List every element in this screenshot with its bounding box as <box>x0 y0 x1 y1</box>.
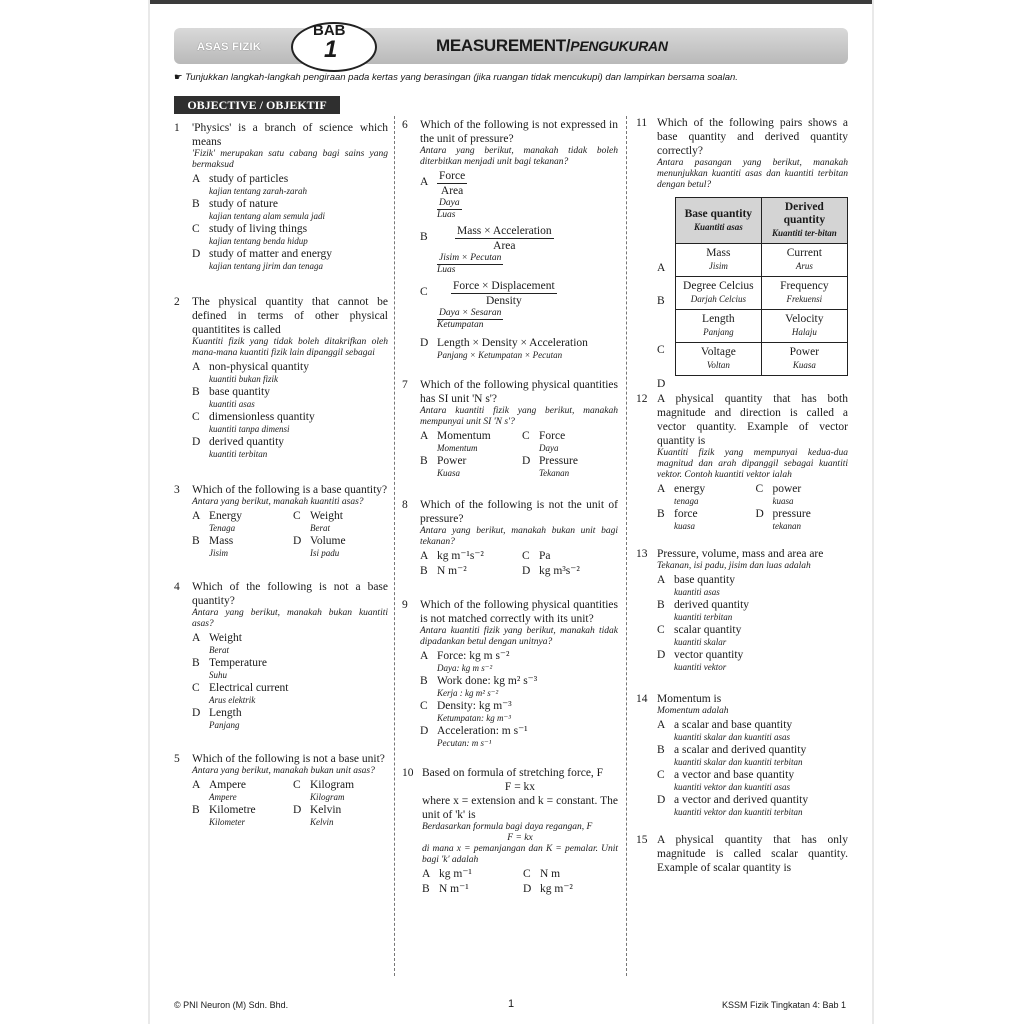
question-number: 6 <box>402 119 408 131</box>
question-text: Which of the following is a base quantity? <box>192 484 388 496</box>
option[interactable]: C Electrical current Arus elektrik <box>192 682 289 705</box>
column-1 <box>174 116 388 827</box>
option[interactable]: B Kilometre Kilometer <box>192 804 256 827</box>
question-text: 'Physics' is a branch of science which means <box>192 122 388 148</box>
row-label: B <box>657 295 665 307</box>
question-9 <box>402 598 618 748</box>
option[interactable]: A study of particles kajian tentang zarah-zarah <box>192 173 307 196</box>
question-text: Pressure, volume, mass and area are <box>657 548 824 560</box>
chapter-title <box>436 36 668 56</box>
footer-course: KSSM Fizik Tingkatan 4: Bab 1 <box>722 1000 847 1010</box>
question-number: 2 <box>174 296 180 308</box>
option[interactable]: B N m⁻¹ <box>422 883 469 895</box>
option[interactable]: D study of matter and energy kajian tentang jirim dan tenaga <box>192 248 333 271</box>
question-text: A physical quantity that has only magnitude is called scalar quantity. Example of scalar quantity is <box>657 834 848 874</box>
option[interactable]: A Force: kg m s⁻² Daya: kg m s⁻² <box>420 650 510 673</box>
option[interactable]: A $\frac{\text{Force}}{\text{Area}}$ $\frac{\text{Daya}}{\text{Luas}}$ <box>420 170 466 220</box>
option[interactable]: D kg m³s⁻² <box>522 565 580 577</box>
table-row[interactable]: Length Panjang Velocity Halaju <box>676 310 848 343</box>
question-number: 1 <box>174 122 180 134</box>
row-label: C <box>657 344 665 356</box>
question-15 <box>636 833 848 875</box>
question-text: Which of the following is not a base quantity? <box>192 581 388 607</box>
option[interactable]: A base quantity kuantiti asas <box>657 574 735 597</box>
option[interactable]: D Acceleration: m s⁻¹ Pecutan: m s⁻¹ <box>420 725 528 748</box>
question-text: Which of the following physical quantities is not matched correctly with its unit? <box>420 599 618 625</box>
question-text-ms: Antara kuantiti fizik yang berikut, manakah mempunyai unit SI 'N s'? <box>420 406 618 427</box>
question-text-ms: Antara yang berikut, manakah bukan kuantiti asas? <box>192 608 388 629</box>
question-11 <box>636 116 848 390</box>
table-header: Base quantity Kuantiti asas <box>676 198 762 244</box>
question-text: Which of the following is not the unit of pressure? <box>420 499 618 525</box>
option[interactable]: C dimensionless quantity kuantiti tanpa dimensi <box>192 411 315 434</box>
question-14 <box>636 692 848 817</box>
question-6 <box>402 118 618 360</box>
option[interactable]: B study of nature kajian tentang alam semula jadi <box>192 198 325 221</box>
question-4 <box>174 580 388 730</box>
question-text-ms: di mana x = pemanjangan dan K = pemalar. Unit bagi 'k' adalah <box>422 844 618 865</box>
chapter-word: BAB <box>313 22 346 39</box>
question-text-ms: Tekanan, isi padu, jisim dan luas adalah <box>657 561 811 571</box>
chapter-number: 1 <box>324 36 338 63</box>
option[interactable]: D derived quantity kuantiti terbitan <box>192 436 285 459</box>
question-number: 11 <box>636 117 648 129</box>
option[interactable]: C Weight Berat <box>293 510 343 533</box>
question-text: Which of the following pairs shows a base quantity and derived quantity correctly? <box>657 117 848 157</box>
option[interactable]: B N m⁻² <box>420 565 467 577</box>
column-2 <box>402 116 618 896</box>
option[interactable]: B base quantity kuantiti asas <box>192 386 270 409</box>
option[interactable]: C Pa <box>522 550 551 562</box>
option[interactable]: C Force Daya <box>522 430 566 453</box>
option[interactable]: A kg m⁻¹s⁻² <box>420 550 484 562</box>
question-text-ms: Momentum adalah <box>657 706 729 716</box>
option[interactable]: A Momentum Momentum <box>420 430 491 453</box>
question-8 <box>402 498 618 578</box>
footer-copyright: © PNI Neuron (M) Sdn. Bhd. <box>174 1000 289 1010</box>
question-text: Which of the following is not expressed in the unit of pressure? <box>420 119 618 145</box>
option[interactable]: D Kelvin Kelvin <box>293 804 342 827</box>
question-12 <box>636 392 848 531</box>
option[interactable]: B derived quantity kuantiti terbitan <box>657 599 750 622</box>
option[interactable]: B a scalar and derived quantity kuantiti skalar dan kuantiti terbitan <box>657 744 807 767</box>
option[interactable]: B Work done: kg m² s⁻³ Kerja : kg m² s⁻² <box>420 675 538 698</box>
option[interactable]: D a vector and derived quantity kuantiti vektor dan kuantiti terbitan <box>657 794 809 817</box>
option[interactable]: B Mass Jisim <box>192 535 234 558</box>
question-1 <box>174 121 388 271</box>
question-number: 8 <box>402 499 408 511</box>
option[interactable]: D Pressure Tekanan <box>522 455 578 478</box>
question-text: Which of the following is not a base unit? <box>192 753 385 765</box>
question-number: 3 <box>174 484 180 496</box>
question-text-ms: Kuantiti fizik yang mempunyai kedua-dua magnitud dan arah dipanggil sebagai kuantiti vektor. Contoh kuantiti vektor ialah <box>657 448 848 480</box>
question-10 <box>402 766 618 896</box>
option[interactable]: D kg m⁻² <box>523 883 573 895</box>
option[interactable]: C $\frac{\text{Force × Displacement}}{\text{Density}}$ $\frac{\text{Daya × Sesaran}}{\text{Ketumpatan}}$ <box>420 280 555 330</box>
column-divider <box>626 116 627 976</box>
question-number: 12 <box>636 393 648 405</box>
instruction-text: ☛ Tunjukkan langkah-langkah pengiraan pada kertas yang berasingan (jika ruangan tidak mencukupi) dan lampirkan bersama soalan. <box>174 72 738 83</box>
question-text-ms: Antara yang berikut, manakah bukan unit asas? <box>192 766 375 776</box>
table-header: Derived quantity Kuantiti ter-bitan <box>761 198 847 244</box>
question-number: 14 <box>636 693 648 705</box>
option[interactable]: B Power Kuasa <box>420 455 467 478</box>
option[interactable]: A kg m⁻¹ <box>422 868 472 880</box>
option[interactable]: C Density: kg m⁻³ Ketumpatan: kg m⁻³ <box>420 700 512 723</box>
question-7 <box>402 378 618 478</box>
question-number: 10 <box>402 767 414 779</box>
question-number: 7 <box>402 379 408 391</box>
question-text: Momentum is <box>657 693 722 705</box>
column-3 <box>636 116 848 875</box>
row-label: D <box>657 378 666 390</box>
question-number: 15 <box>636 834 648 846</box>
question-text: Based on formula of stretching force, F <box>422 767 604 779</box>
option[interactable]: C N m <box>523 868 561 880</box>
option[interactable]: C power kuasa <box>755 483 802 506</box>
option[interactable]: D Length Panjang <box>192 707 242 730</box>
option[interactable]: A a scalar and base quantity kuantiti skalar dan kuantiti asas <box>657 719 793 742</box>
question-text-ms: Antara kuantiti fizik yang berikut, manakah tidak dipadankan betul dengan unitnya? <box>420 626 618 647</box>
option[interactable]: C scalar quantity kuantiti skalar <box>657 624 742 647</box>
question-text: The physical quantity that cannot be defined in terms of other physical quantitites is called <box>192 296 388 336</box>
chapter-title-ms: PENGUKURAN <box>570 38 668 54</box>
chapter-title-en: MEASUREMENT/ <box>436 36 571 55</box>
option[interactable]: C Kilogram Kilogram <box>293 779 355 802</box>
question-number: 5 <box>174 753 180 765</box>
question-text-ms: Antara yang berikut, manakah kuantiti asas? <box>192 497 364 507</box>
question-number: 9 <box>402 599 408 611</box>
option[interactable]: D Length × Density × Acceleration Panjang × Ketumpatan × Pecutan <box>420 337 588 360</box>
table-row[interactable]: Voltage Voltan Power Kuasa <box>676 343 848 376</box>
question-5 <box>174 752 388 827</box>
section-heading: OBJECTIVE / OBJEKTIF <box>174 96 340 114</box>
option[interactable]: D Volume Isi padu <box>293 535 346 558</box>
page-number: 1 <box>508 998 515 1010</box>
option[interactable]: C a vector and base quantity kuantiti vektor dan kuantiti asas <box>657 769 795 792</box>
table-row[interactable]: Mass Jisim Current Arus <box>676 244 848 277</box>
quantity-table <box>675 197 848 376</box>
question-text-ms: 'Fizik' merupakan satu cabang bagi sains yang bermaksud <box>192 149 388 170</box>
question-number: 13 <box>636 548 648 560</box>
subject-label: ASAS FIZIK <box>197 41 262 53</box>
question-text: Which of the following physical quantities has SI unit 'N s'? <box>420 379 618 405</box>
question-13 <box>636 547 848 672</box>
option[interactable]: D vector quantity kuantiti vektor <box>657 649 744 672</box>
option[interactable]: B $\frac{\text{Mass × Acceleration}}{\text{Area}}$ $\frac{\text{Jisim × Pecutan}}{\text{Luas}}$ <box>420 225 552 275</box>
question-text: A physical quantity that has both magnitude and direction is called a vector quantity. Example of vector quantity is <box>657 393 848 447</box>
question-text: where x = extension and k = constant. The unit of 'k' is <box>422 795 618 821</box>
question-3 <box>174 483 388 558</box>
equation-ms: F = kx <box>507 833 533 843</box>
question-text-ms: Antara pasangan yang berikut, manakah menunjukkan kuantiti asas dan kuantiti terbitan dengan betul? <box>657 158 848 190</box>
column-divider <box>394 116 395 976</box>
question-text-ms: Antara yang berikut, manakah bukan unit bagi tekanan? <box>420 526 618 547</box>
option[interactable]: A energy tenaga <box>657 483 706 506</box>
top-rule <box>150 0 872 4</box>
row-label: A <box>657 262 666 274</box>
option[interactable]: A Energy Tenaga <box>192 510 243 533</box>
option[interactable]: B Temperature Suhu <box>192 657 267 680</box>
question-text-ms: Antara yang berikut, manakah tidak boleh diterbitkan menjadi unit bagi tekanan? <box>420 146 618 167</box>
option[interactable]: A Ampere Ampere <box>192 779 247 802</box>
option[interactable]: A Weight Berat <box>192 632 242 655</box>
question-text-ms: Berdasarkan formula bagi daya regangan, F <box>422 822 593 832</box>
equation: F = kx <box>504 781 536 793</box>
option[interactable]: B force kuasa <box>657 508 698 531</box>
question-text-ms: Kuantiti fizik yang tidak boleh ditakrifkan oleh mana-mana kuantiti fizik lain dipanggil sebagai <box>192 337 388 358</box>
table-row[interactable]: Degree Celcius Darjah Celcius Frequency Frekuensi <box>676 277 848 310</box>
question-2 <box>174 295 388 459</box>
option[interactable]: D pressure tekanan <box>755 508 811 531</box>
option[interactable]: A non-physical quantity kuantiti bukan fizik <box>192 361 309 384</box>
question-number: 4 <box>174 581 180 593</box>
option[interactable]: C study of living things kajian tentang benda hidup <box>192 223 308 246</box>
